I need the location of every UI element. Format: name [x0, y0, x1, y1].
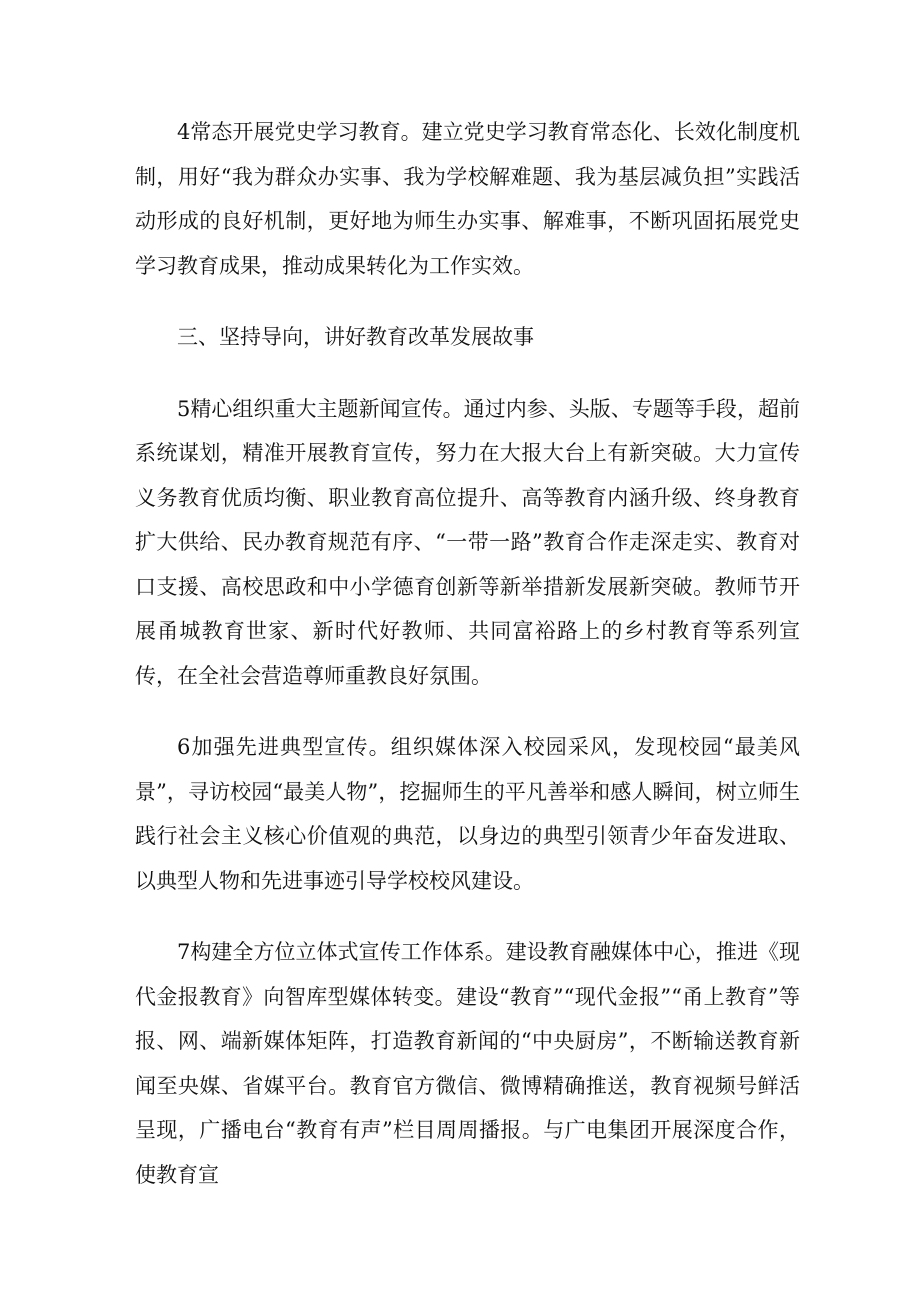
section-heading-3: 三、坚持导向，讲好教育改革发展故事: [177, 325, 534, 349]
paragraph-4: 4常态开展党史学习教育。建立党史学习教育常态化、长效化制度机制，用好“我为群众办实事、我为学校解难题、我为基层减负担”实践活动形成的良好机制，更好地为师生办实事、解难事，不断巩固拓展党史学习教育成果，推动成果转化为工作实效。: [135, 120, 800, 278]
paragraph-7: 7构建全方位立体式宣传工作体系。建设教育融媒体中心，推进《现代金报教育》向智库型媒体转变。建设“教育”“现代金报”“甬上教育”等报、网、端新媒体矩阵，打造教育新闻的“中央厨房”，不断输送教育新闻至央媒、省媒平台。教育官方微信、微博精确推送，教育视频号鲜活呈现，广播电台“教育有声”栏目周周播报。与广电集团开展深度合作，使教育宣: [135, 940, 800, 1187]
document-body: [135, 110, 800, 1224]
paragraph-5: 5精心组织重大主题新闻宣传。通过内参、头版、专题等手段，超前系统谋划，精准开展教育宣传，努力在大报大台上有新突破。大力宣传义务教育优质均衡、职业教育高位提升、高等教育内涵升级、终身教育扩大供给、民办教育规范有序、“一带一路”教育合作走深走实、教育对口支援、高校思政和中小学德育创新等新举措新发展新突破。教师节开展甬城教育世家、新时代好教师、共同富裕路上的乡村教育等系列宣传，在全社会营造尊师重教良好氛围。: [135, 396, 800, 688]
paragraph-6: 6加强先进典型宣传。组织媒体深入校园采风，发现校园“最美风景”，寻访校园“最美人物”，挖掘师生的平凡善举和感人瞬间，树立师生践行社会主义核心价值观的典范，以身边的典型引领青少年奋发进取、以典型人物和先进事迹引导学校校风建设。: [135, 735, 800, 893]
